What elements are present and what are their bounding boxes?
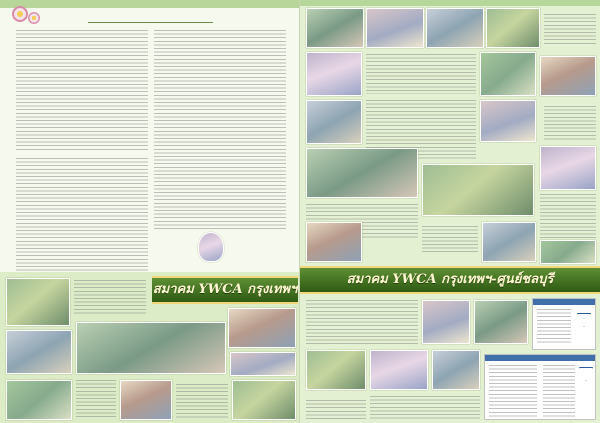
group-photo (422, 164, 534, 216)
event-photo (306, 222, 362, 262)
group-photo (306, 148, 418, 198)
event-photo (540, 240, 596, 264)
body-paragraph (16, 30, 148, 70)
event-photo (482, 222, 536, 262)
newsletter-document (532, 298, 596, 350)
event-photo (306, 350, 366, 390)
newsletter-document (484, 354, 596, 420)
section-banner (152, 276, 298, 304)
event-photo (228, 308, 296, 348)
flower-ornament (12, 6, 28, 22)
body-paragraph (16, 158, 148, 198)
body-paragraph (366, 54, 476, 74)
event-photo (306, 8, 364, 48)
event-photo (6, 330, 72, 374)
top-band (0, 0, 300, 8)
event-photo (232, 380, 296, 420)
caption-text (370, 396, 480, 420)
event-photo (230, 352, 296, 376)
event-photo (366, 8, 424, 48)
caption-text (540, 194, 596, 238)
section-banner (300, 266, 600, 294)
event-photo (306, 52, 362, 96)
event-photo (370, 350, 428, 390)
event-photo (422, 300, 470, 344)
caption-text (74, 280, 146, 316)
event-photo (486, 8, 540, 48)
article-title (88, 11, 213, 23)
event-photo (6, 380, 72, 420)
banner-text: สมาคม YWCA กรุงเทพฯ (152, 282, 298, 297)
event-photo (540, 146, 596, 190)
body-paragraph (154, 30, 286, 70)
event-photo (120, 380, 172, 420)
caption-text (76, 380, 116, 418)
group-photo (76, 322, 226, 374)
flower-ornament (28, 12, 40, 24)
event-photo (432, 350, 480, 390)
caption-text (544, 106, 596, 140)
event-photo (480, 52, 536, 96)
event-photo (480, 100, 536, 142)
ywca-logo (579, 367, 593, 381)
author-portrait (198, 232, 224, 262)
event-photo (426, 8, 484, 48)
event-photo (474, 300, 528, 344)
banner-text: สมาคม YWCA กรุงเทพฯ-ศูนย์ชลบุรี (346, 272, 554, 287)
caption-text (306, 400, 366, 420)
body-paragraph (306, 204, 418, 222)
caption-text (176, 384, 228, 418)
right-page (300, 0, 600, 423)
event-photo (306, 100, 362, 144)
caption-text (544, 14, 596, 44)
ywca-logo (577, 313, 591, 327)
event-photo (6, 278, 70, 326)
body-paragraph (306, 300, 418, 320)
event-photo (540, 56, 596, 96)
caption-text (422, 226, 478, 254)
top-band (300, 0, 600, 6)
